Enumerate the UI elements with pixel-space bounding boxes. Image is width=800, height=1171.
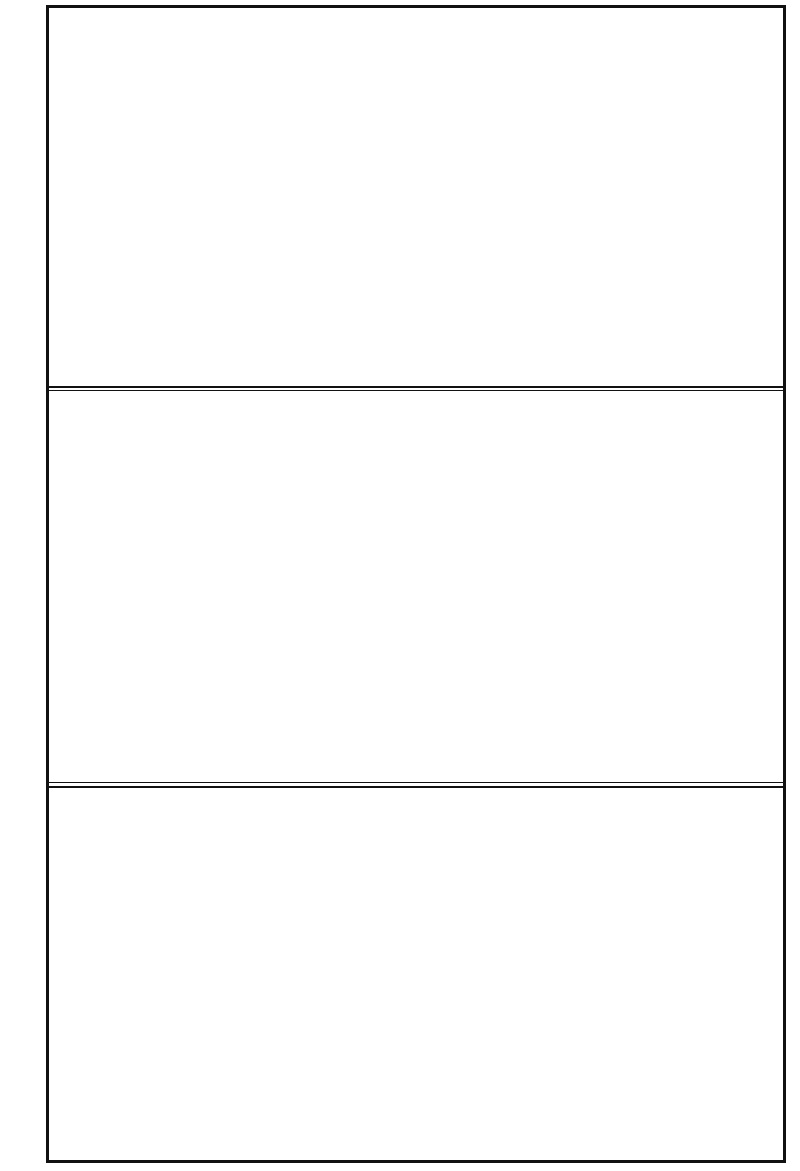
divider-1b [49, 390, 783, 391]
panel-top [50, 9, 782, 385]
panel-middle-columns [56, 399, 776, 775]
panel-top-columns [56, 15, 776, 379]
panel-bottom-columns [56, 796, 776, 1154]
panel-bottom [50, 790, 782, 1160]
divider-1 [49, 386, 783, 388]
divider-2 [49, 782, 783, 783]
panel-middle [50, 393, 782, 781]
divider-2b [49, 786, 783, 788]
